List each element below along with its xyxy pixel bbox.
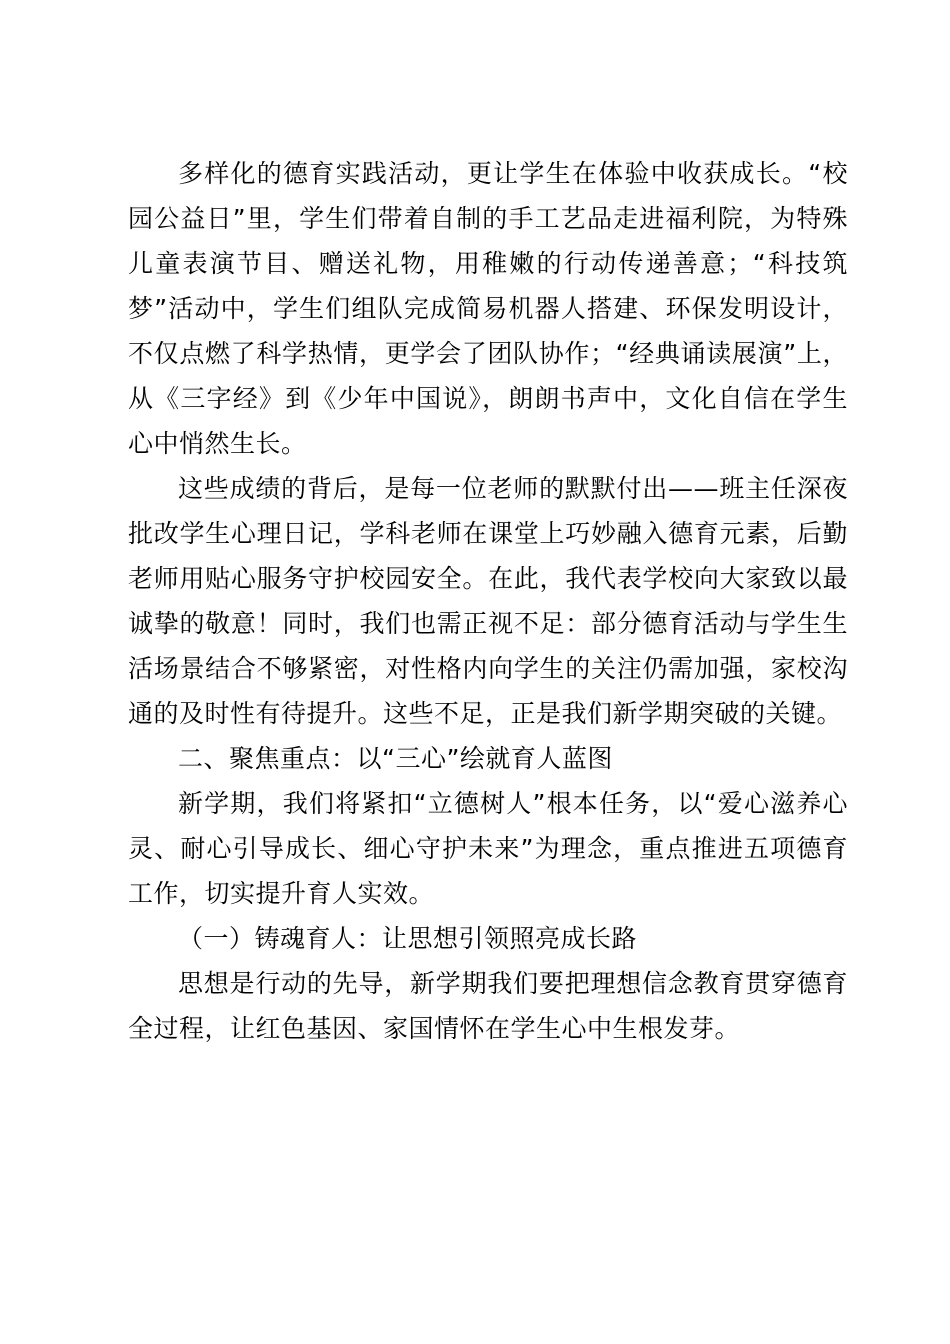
document-body — [128, 151, 848, 1051]
paragraph-moral-activities: 多样化的德育实践活动，更让学生在体验中收获成长。“校园公益日”里，学生们带着自制的手工艺品走进福利院，为特殊儿童表演节目、赠送礼物，用稚嫩的行动传递善意；“科技筑梦”活动中，学生们组队完成简易机器人搭建、环保发明设计，不仅点燃了科学热情，更学会了团队协作；“经典诵读展演”上，从《三字经》到《少年中国说》，朗朗书声中，文化自信在学生心中悄然生长。 — [128, 159, 848, 458]
subsection-heading: （一）铸魂育人：让思想引领照亮成长路 — [178, 924, 638, 953]
paragraph-teacher-efforts: 这些成绩的背后，是每一位老师的默默付出——班主任深夜批改学生心理日记，学科老师在课堂上巧妙融入德育元素，后勤老师用贴心服务守护校园安全。在此，我代表学校向大家致以最诚挚的敬意！同时，我们也需正视不足：部分德育活动与学生生活场景结合不够紧密，对性格内向学生的关注仍需加强，家校沟通的及时性有待提升。这些不足，正是我们新学期突破的关键。 — [128, 474, 848, 728]
section-heading: 二、聚焦重点：以“三心”绘就育人蓝图 — [178, 744, 613, 773]
section-intro-paragraph: 新学期，我们将紧扣“立德树人”根本任务，以“爱心滋养心灵、耐心引导成长、细心守护未来”为理念，重点推进五项德育工作，切实提升育人实效。 — [128, 789, 848, 908]
subsection-paragraph: 思想是行动的先导，新学期我们要把理想信念教育贯穿德育全过程，让红色基因、家国情怀在学生心中生根发芽。 — [128, 969, 848, 1043]
